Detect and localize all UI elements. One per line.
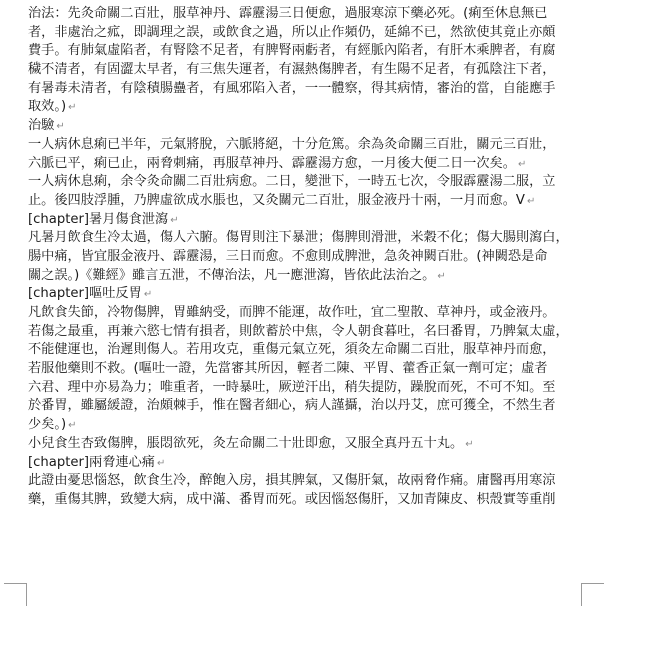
text-line[interactable] [28,285,588,304]
line-text: 此證由憂思惱怒，飲食生冷，醉飽入房，損其脾氣，又傷肝氣，故兩脅作痛。庸醫再用寒涼 [28,473,556,489]
line-text: 腸中痛，皆宜服金液丹、霹靂湯，三日而愈。不愈則成脾泄，急灸神闕百壯。(神闕恐是命 [28,248,548,264]
text-line[interactable] [28,98,588,117]
line-text: [chapter]兩脅連心痛 [28,454,155,470]
text-line[interactable] [28,229,588,248]
line-text: [chapter]嘔吐反胃 [28,286,142,302]
text-line[interactable] [28,211,588,230]
text-line[interactable] [28,454,588,473]
paragraph-mark-icon: ↵ [143,289,153,301]
text-line[interactable] [28,192,588,211]
text-line[interactable] [28,267,588,286]
text-line[interactable] [28,323,588,342]
line-text: 小兒食生杏致傷脾，脹悶欲死，灸左命關二十壯即愈，又服全真丹五十丸。 [28,435,464,451]
text-line[interactable] [28,304,588,323]
line-text: 取效。) [28,99,67,115]
text-line[interactable] [28,24,588,43]
text-line[interactable] [28,155,588,174]
text-line[interactable] [28,341,588,360]
paragraph-mark-icon: ↵ [68,420,77,432]
page-corner-mark-right [581,583,604,606]
line-text: 不能健運也，治遲則傷人。若用攻克，重傷元氣立死，須灸左命關二百壯，服草神丹而愈， [28,342,556,358]
line-text: 費手。有肺氣虛陷者，有腎陰不足者，有脾腎兩虧者，有經脈內陷者，有肝木乘脾者，有腐 [28,43,556,59]
text-line[interactable] [28,397,588,416]
line-text: 凡飲食失節，冷物傷脾，胃雖納受，而脾不能運，故作吐，宜二聖散、草神丹，或金液丹。 [28,305,556,320]
page-corner-mark-left [4,583,27,606]
line-text: 一人病休息痢已半年，元氣將脫，六脈將絕，十分危篤。余為灸命關三百壯，關元三百壯， [28,136,556,152]
line-text: 穢不清者，有固澀太早者，有三焦失運者，有濕熱傷脾者，有生陽不足者，有孤陰注下者， [28,62,556,78]
line-text: 治驗 [28,118,55,134]
text-line[interactable] [28,472,588,491]
text-line[interactable] [28,360,588,379]
line-text: 止。後四肢浮腫，乃脾虛欲成水脹也，又灸關元二百壯，服金液丹十兩，一月而愈。V [28,192,525,208]
line-text: 治法：先灸命關二百壯，服草神丹、霹靂湯三日便愈，過服寒涼下藥必死。(痢至休息無已 [28,6,548,21]
line-text: 關之誤。)《難經》雖言五泄，不傳治法，凡一應泄瀉，皆依此法治之。 [28,267,436,283]
line-text: [chapter]暑月傷食泄瀉 [28,211,169,227]
text-line[interactable] [28,491,588,510]
text-line[interactable] [28,173,588,192]
line-text: 凡暑月飲食生冷太過，傷人六腑。傷胃則注下暴泄；傷脾則滑泄，米穀不化；傷大腸則瀉白， [28,230,569,246]
text-line[interactable] [28,5,588,24]
paragraph-mark-icon: ↵ [157,457,166,469]
paragraph-mark-icon: ↵ [465,438,474,450]
paragraph-mark-icon: ↵ [68,102,77,114]
text-line[interactable] [28,435,588,454]
line-text: 六君、理中亦易為力；唯重者，一時暴吐，厥逆汗出，稍失提防，躁脫而死，不可不知。至 [28,379,556,395]
text-line[interactable] [28,117,588,136]
text-line[interactable] [28,42,588,61]
paragraph-mark-icon: ↵ [56,121,65,133]
text-line[interactable] [28,248,588,267]
line-text: 少矣。) [28,417,67,433]
paragraph-mark-icon: ↵ [526,195,536,207]
line-text: 有暑毒未清者，有陰積腸蠱者，有風邪陷入者，一一體察，得其病情，審治的當，自能應手 [28,80,556,96]
text-line[interactable] [28,379,588,398]
text-line[interactable] [28,61,588,80]
paragraph-mark-icon: ↵ [437,270,446,282]
line-text: 若服他藥則不救。(嘔吐一證，先當審其所因，輕者二陳、平胃、藿香正氣一劑可定；虛者 [28,361,548,377]
paragraph-mark-icon: ↵ [517,158,527,170]
line-text: 者，非處治之㽿，即調理之誤，或飲食之過，所以止作頻仍，延綿不已，然欲使其竟止亦頗 [28,24,556,40]
text-line[interactable] [28,80,588,99]
line-text: 若傷之最重，再兼六慾七情有損者，則飲蓄於中焦，令人朝食暮吐，名曰番胃，乃脾氣太虛， [28,323,569,339]
line-text: 一人病休息痢，余令灸命關二百壯病愈。二日，變泄下，一時五七次，令服霹靂湯二服，立 [28,174,556,190]
line-text: 六脈已平，痢已止，兩脅刺痛，再服草神丹、霹靂湯方愈，一月後大便二日一次矣。 [28,155,516,171]
line-text: 於番胃，雖屬緩證，治頗棘手，惟在醫者細心，病人謹攝，治以丹艾，庶可獲全，不然生者 [28,398,556,414]
text-line[interactable] [28,136,588,155]
text-line[interactable] [28,416,588,435]
paragraph-mark-icon: ↵ [170,214,179,226]
document-body [28,5,588,510]
line-text: 藥，重傷其脾，致變大病，成中滿、番胃而死。或因惱怒傷肝，又加青陳皮、枳殼實等重削 [28,491,556,507]
